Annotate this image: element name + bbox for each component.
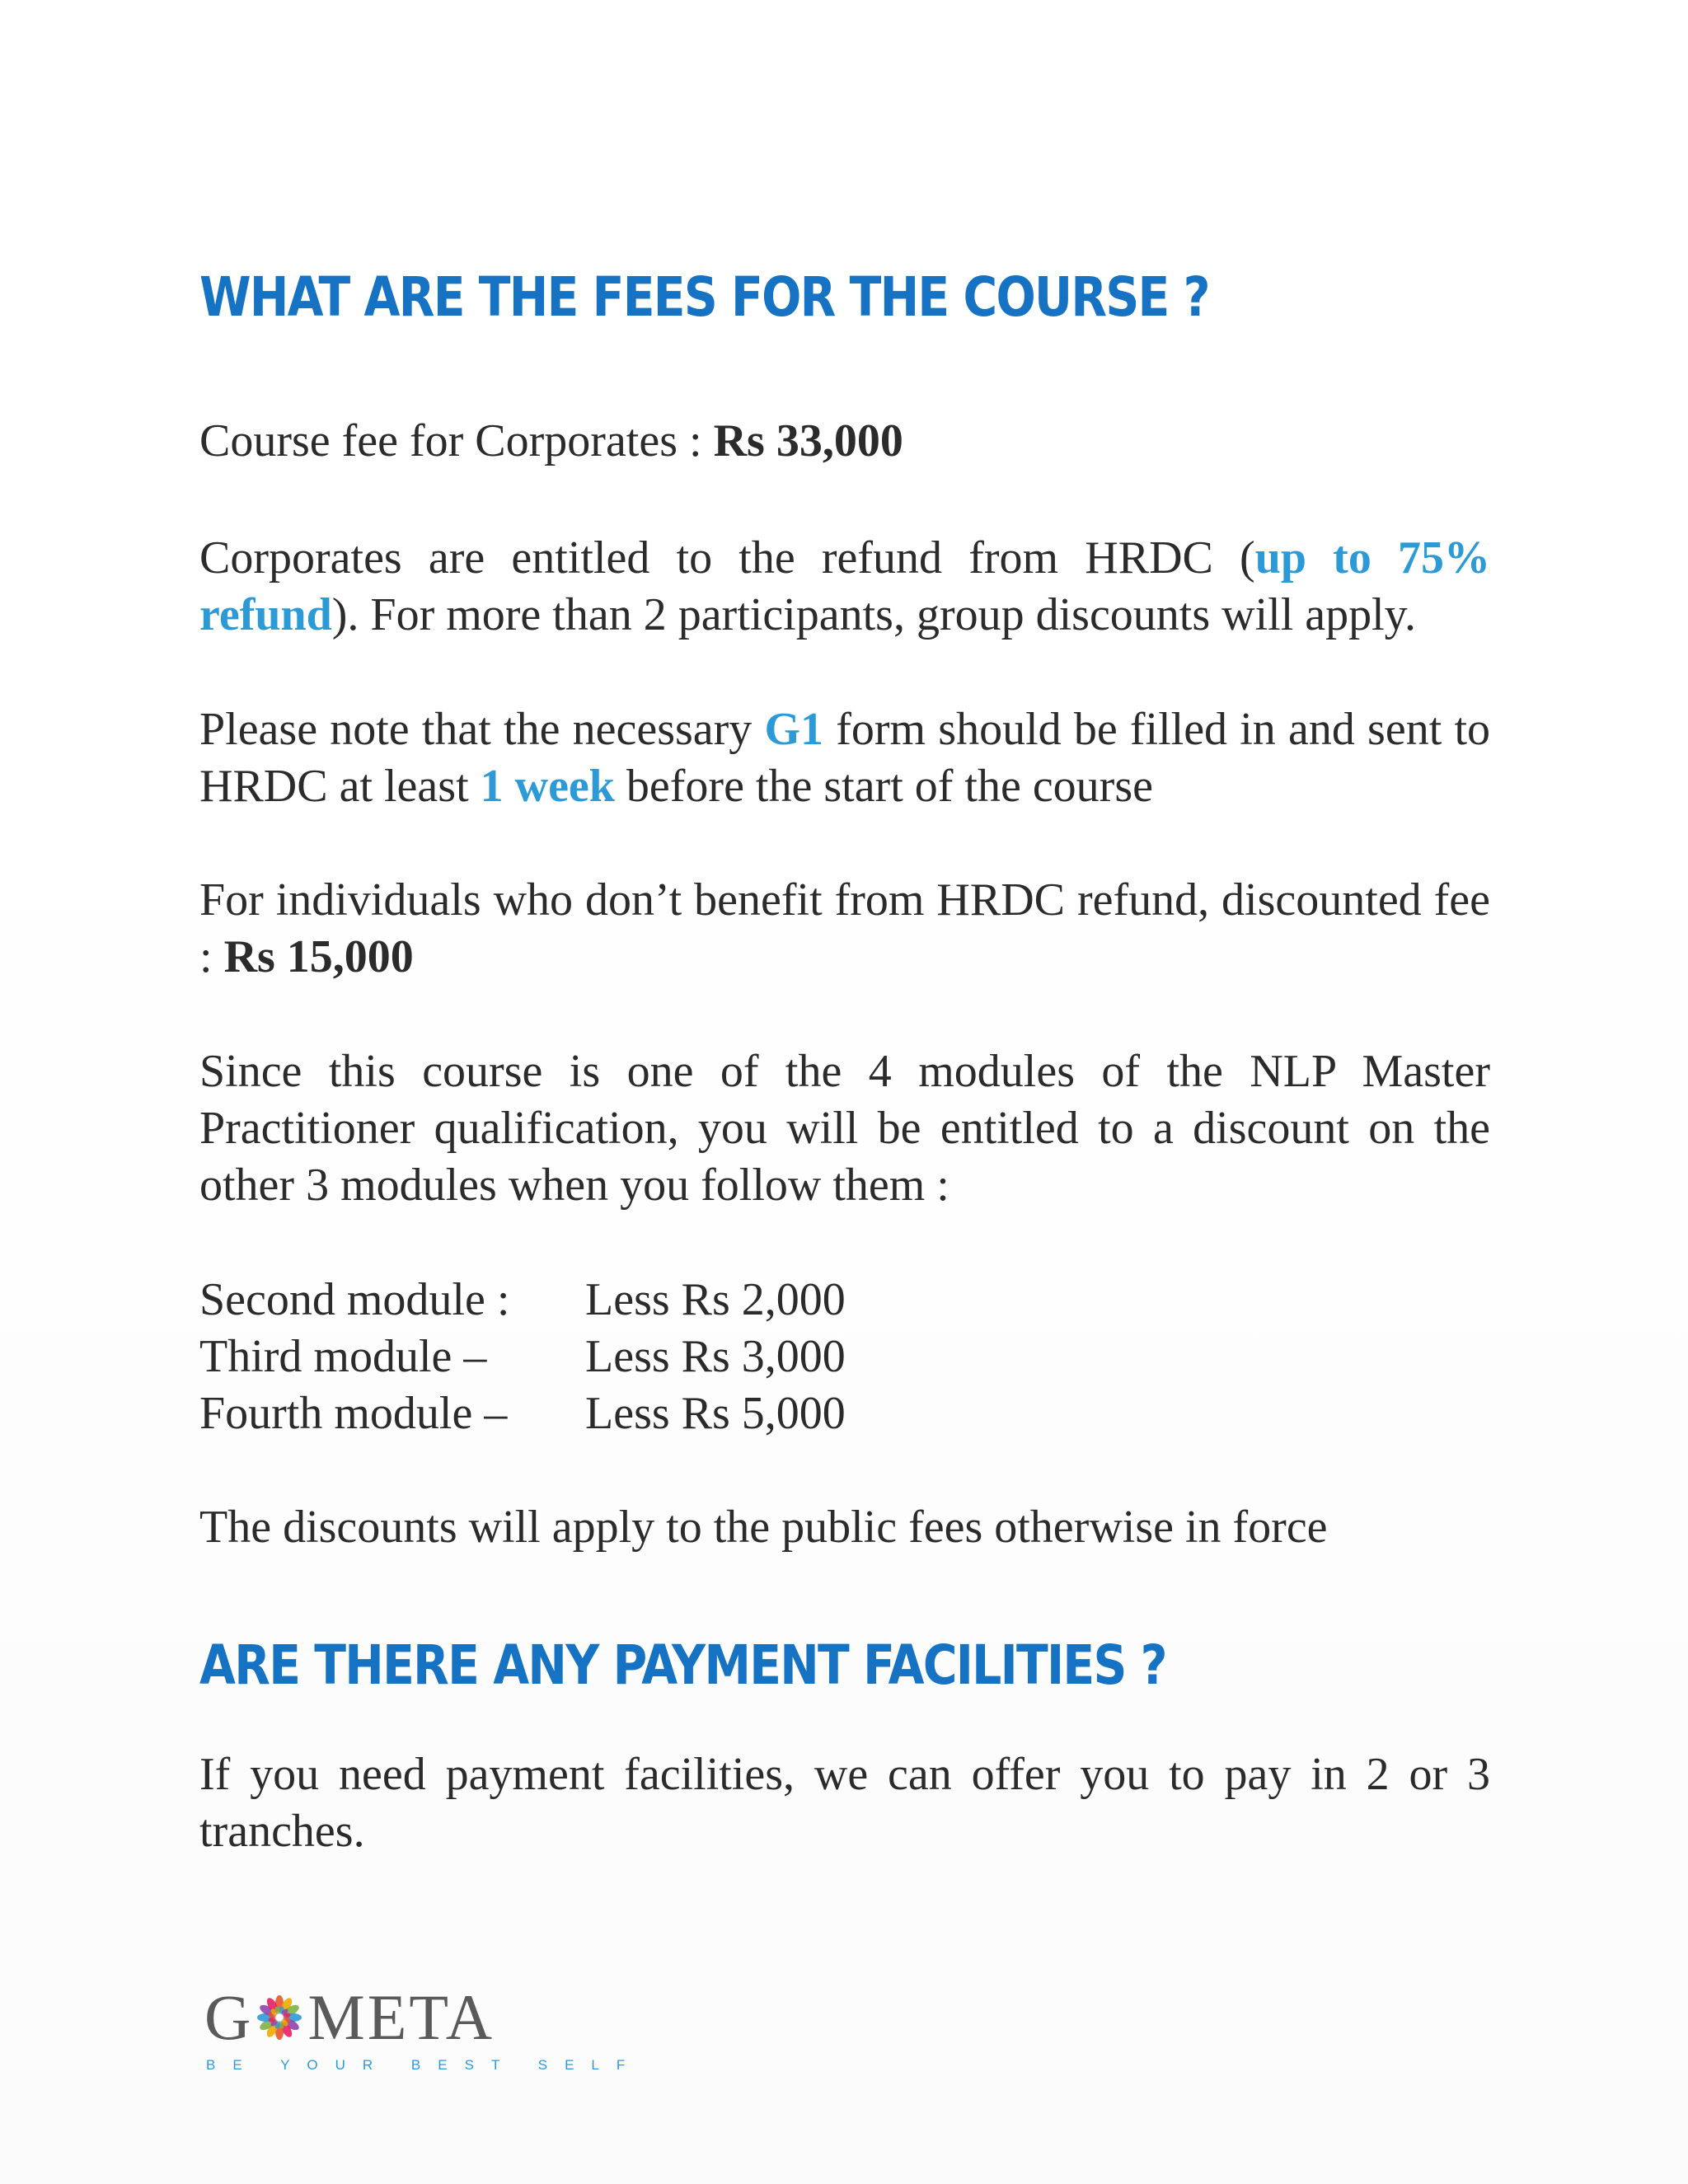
payment-paragraph: If you need payment facilities, we can offer you to pay in 2 or 3 tranches. [199,1749,1490,1857]
fees-heading: WHAT ARE THE FEES FOR THE COURSE ? [199,265,1209,329]
refund-text-after: ). For more than 2 participants, group discounts will apply. [331,589,1417,640]
g1-text-part2: form should be filled in and sent to HRDC at least [199,704,1490,812]
lotus-flower-icon [255,1993,304,2042]
logo-tagline: BE YOUR BEST SELF [206,2057,643,2073]
individual-fee-label: For individuals who don’t benefit from HRDC refund, discounted fee : [199,874,1490,982]
refund-text-before: Corporates are entitled to the refund from HRDC ( [199,532,1255,583]
nlp-module-paragraph: Since this course is one of the 4 modules of the NLP Master Practitioner qualification, you will be entitled to a discount on the other 3 modules when you follow them : [199,1046,1490,1211]
g1-form-paragraph [199,701,1490,815]
one-week-highlight: 1 week [480,761,615,812]
payment-heading: ARE THERE ANY PAYMENT FACILITIES ? [199,1633,1166,1697]
module-discount: Less Rs 5,000 [585,1388,846,1439]
individual-fee-amount: Rs 15,000 [223,931,414,982]
g1-text-part3: before the start of the course [614,761,1153,812]
module-name: Second module : [199,1274,510,1325]
g1-text-part1: Please note that the necessary [199,704,765,755]
list-item [199,1329,846,1385]
logo-letter-g: G [204,1981,254,2053]
corporate-fee-label: Course fee for Corporates : [199,415,714,466]
list-item [199,1385,846,1442]
module-name: Third module – [199,1331,487,1382]
module-name: Fourth module – [199,1388,508,1439]
module-discount: Less Rs 2,000 [585,1274,846,1325]
corporate-fee-amount: Rs 33,000 [713,415,903,466]
list-item [199,1272,846,1329]
logo-word-meta: META [307,1981,495,2053]
g1-form-highlight: G1 [764,704,824,755]
refund-highlight: up to 75% refund [199,532,1491,640]
module-discount: Less Rs 3,000 [585,1331,846,1382]
corporate-fee-paragraph [199,413,1490,470]
refund-paragraph [199,530,1490,644]
individual-fee-paragraph [199,872,1490,986]
module-discount-list [199,1272,846,1442]
discount-note: The discounts will apply to the public fees otherwise in force [199,1502,1328,1553]
logo-wordmark [204,1981,495,2053]
gometa-logo [204,1981,643,2075]
